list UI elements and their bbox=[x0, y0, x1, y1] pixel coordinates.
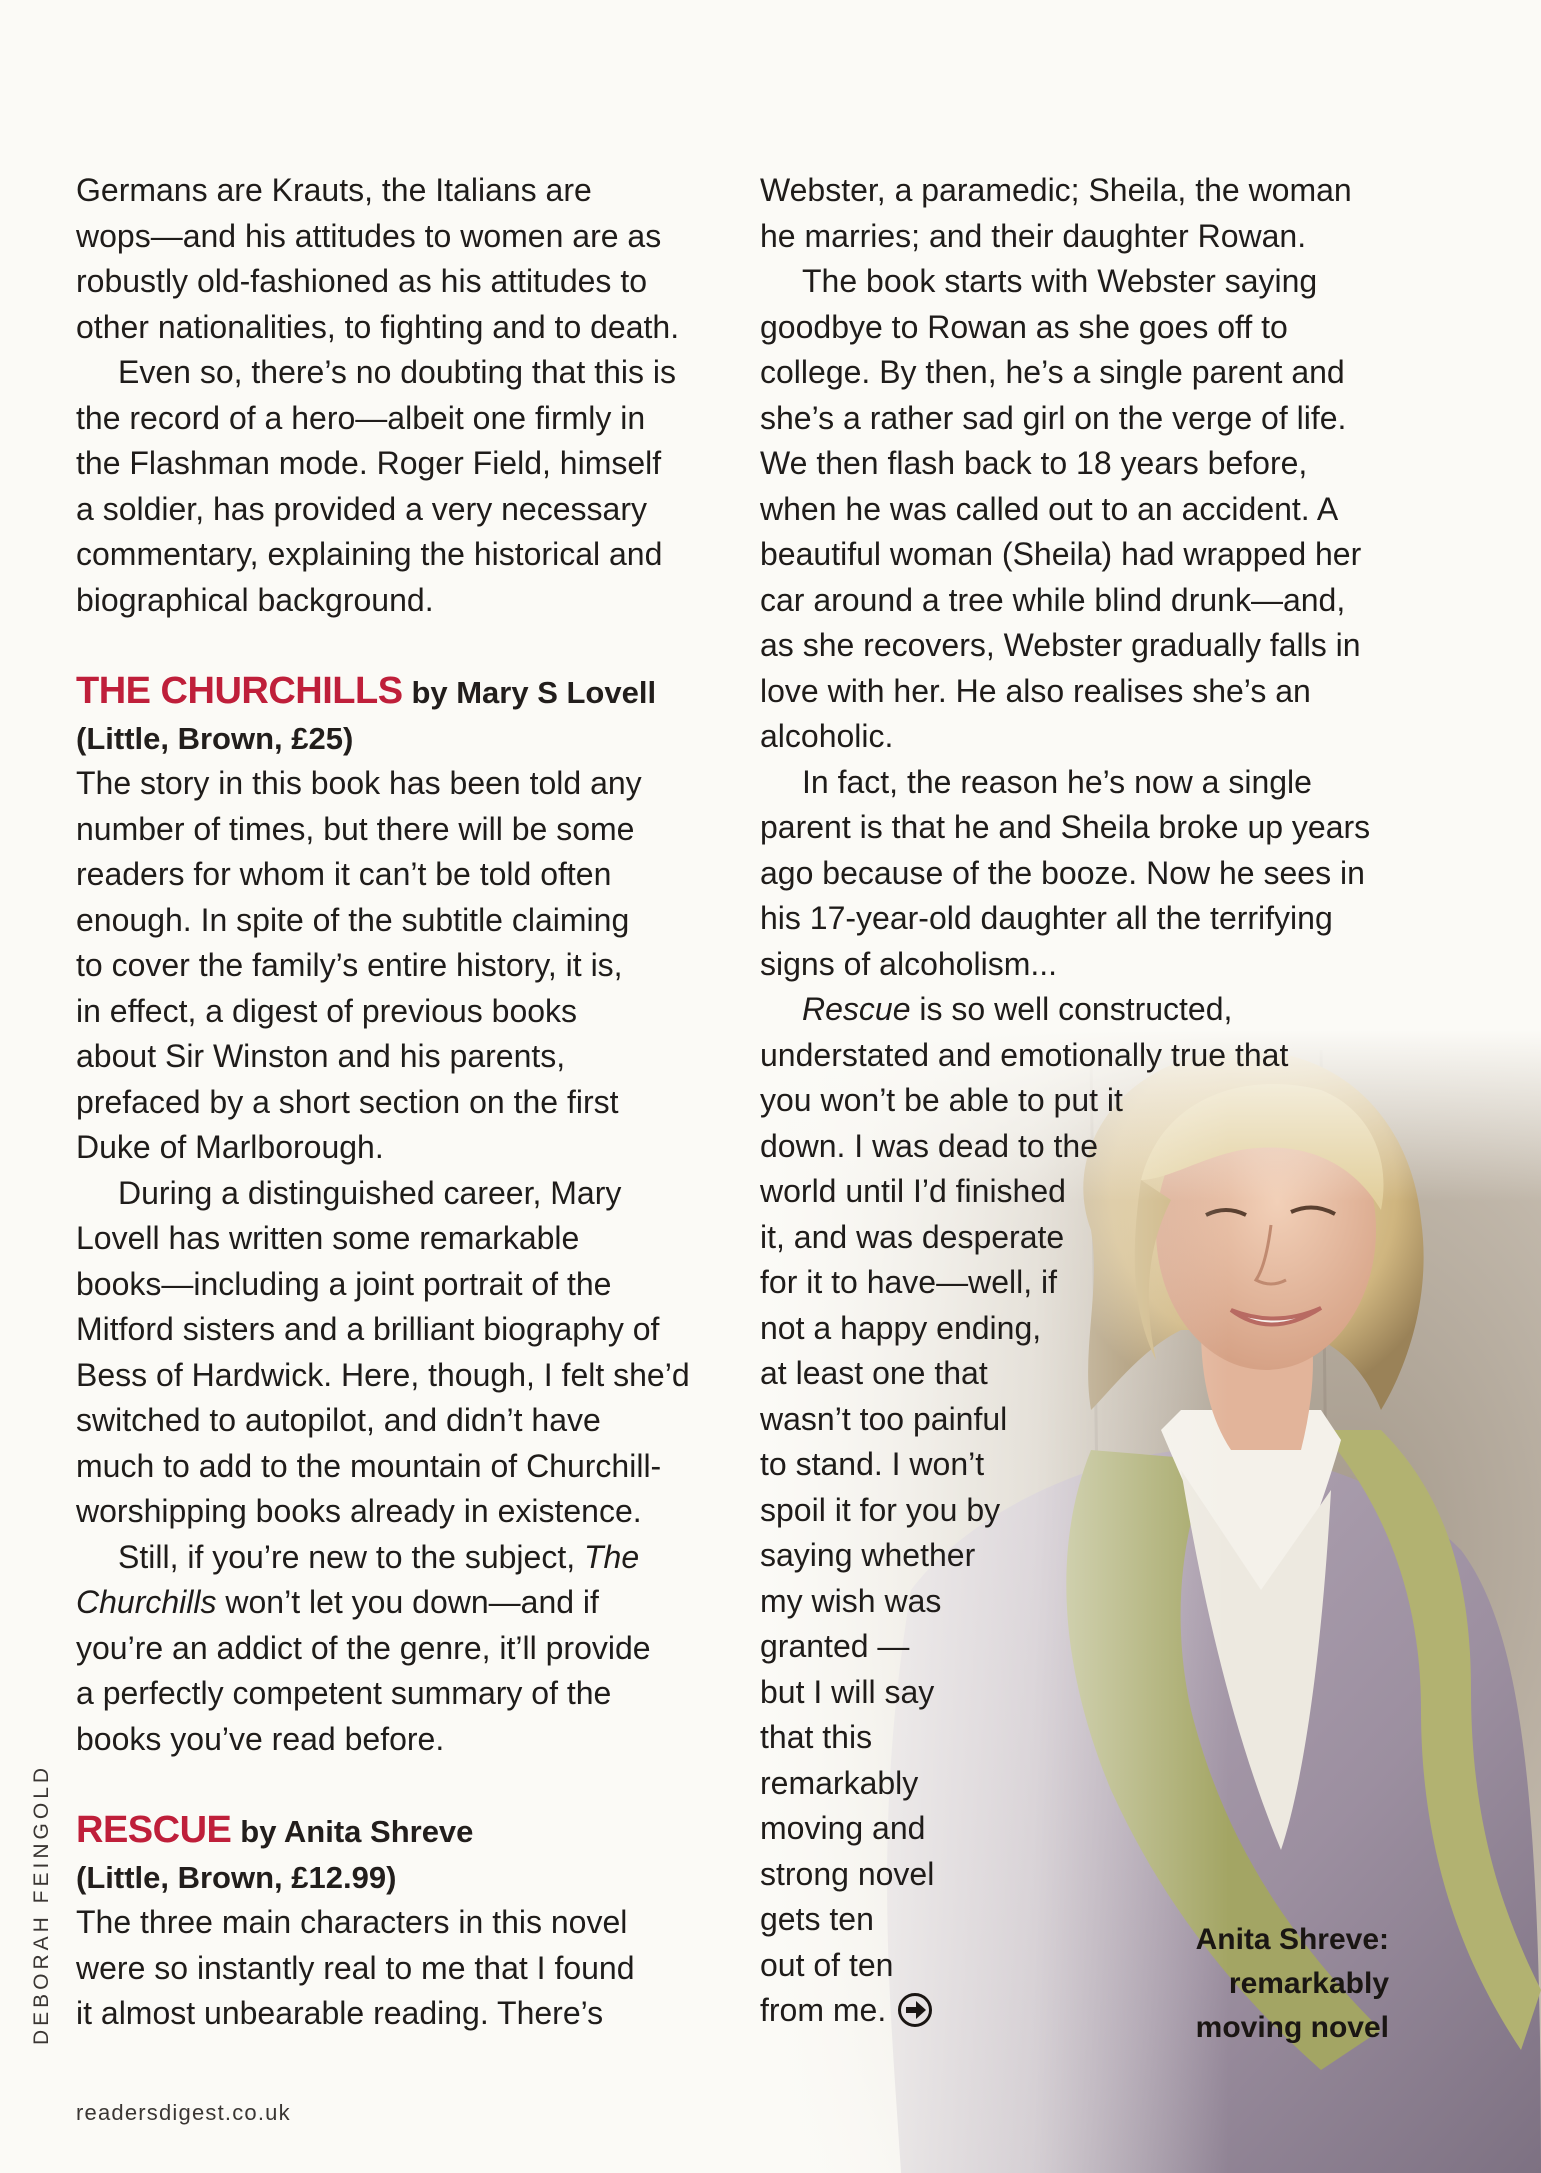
churchills-paragraph-3 bbox=[76, 1535, 716, 1763]
rescue-paragraph-1 bbox=[76, 1900, 716, 2037]
text-line: signs of alcoholism... bbox=[760, 945, 1058, 982]
text-fragment: is so well constructed, bbox=[910, 991, 1233, 1027]
text-line: alcoholic. bbox=[760, 718, 894, 754]
text-line: Duke of Marlborough. bbox=[76, 1129, 384, 1165]
text-line: it, and was desperate bbox=[760, 1218, 1065, 1255]
text-line: when he was called out to an accident. A bbox=[760, 490, 1339, 527]
text-line: In fact, the reason he’s now a single bbox=[802, 763, 1312, 800]
text-line: We then flash back to 18 years before, bbox=[760, 445, 1308, 481]
text-line: not a happy ending, bbox=[760, 1309, 1042, 1346]
text-line: car around a tree while blind drunk—and, bbox=[760, 581, 1346, 618]
caption-line: Anita Shreve: bbox=[1195, 1923, 1389, 1956]
text-line: college. By then, he’s a single parent and bbox=[760, 354, 1345, 390]
left-column bbox=[76, 168, 716, 2037]
right-column bbox=[760, 168, 1410, 2034]
text-line: parent is that he and Sheila broke up years bbox=[760, 809, 1371, 845]
text-line: as she recovers, Webster gradually falls in bbox=[760, 627, 1361, 663]
text-line: in effect, a digest of previous books bbox=[76, 992, 578, 1029]
text-line: Lovell has written some remarkable bbox=[76, 1220, 580, 1256]
text-line: at least one that bbox=[760, 1355, 988, 1391]
rescue-paragraph-4 bbox=[760, 987, 1410, 2034]
text-line: books—including a joint portrait of the bbox=[76, 1265, 612, 1302]
text-line: beautiful woman (Sheila) had wrapped her bbox=[760, 536, 1362, 572]
text-line: prefaced by a short section on the first bbox=[76, 1083, 619, 1120]
text-line: saying whether bbox=[760, 1537, 976, 1573]
text-line: the record of a hero—albeit one firmly in bbox=[76, 399, 646, 436]
italic-title: Rescue bbox=[802, 991, 911, 1027]
rescue-paragraph-3 bbox=[760, 760, 1410, 988]
text-line: switched to autopilot, and didn’t have bbox=[76, 1402, 601, 1438]
text-line: remarkably bbox=[760, 1764, 919, 1801]
italic-title: The bbox=[584, 1538, 640, 1575]
text-line: his 17-year-old daughter all the terrifying bbox=[760, 900, 1333, 936]
text-fragment: won’t let you down—and if bbox=[216, 1584, 599, 1620]
text-line: Mitford sisters and a brilliant biography of bbox=[76, 1311, 660, 1347]
caption-line: remarkably bbox=[1228, 1967, 1389, 2000]
text-line: the Flashman mode. Roger Field, himself bbox=[76, 445, 662, 481]
intro-paragraph-2 bbox=[76, 350, 716, 623]
text-line: down. I was dead to the bbox=[760, 1127, 1098, 1164]
text-line: he marries; and their daughter Rowan. bbox=[760, 217, 1307, 254]
churchills-review-heading bbox=[76, 669, 716, 761]
text-line: wasn’t too painful bbox=[760, 1400, 1008, 1437]
text-line: understated and emotionally true that bbox=[760, 1036, 1289, 1073]
text-line: robustly old-fashioned as his attitudes to bbox=[76, 263, 647, 299]
book-title: THE CHURCHILLS bbox=[76, 670, 403, 712]
text-line: The story in this book has been told any bbox=[76, 765, 642, 801]
text-line: commentary, explaining the historical and bbox=[76, 536, 663, 572]
text-line: The three main characters in this novel bbox=[76, 1904, 628, 1940]
text-line: wops—and his attitudes to women are as bbox=[76, 217, 662, 254]
text-line: The book starts with Webster saying bbox=[802, 263, 1318, 299]
book-publisher: (Little, Brown, £25) bbox=[76, 720, 354, 756]
churchills-paragraph-1 bbox=[76, 761, 716, 1171]
text-line: moving and bbox=[760, 1810, 926, 1846]
text-line bbox=[760, 987, 1410, 1033]
text-line: other nationalities, to fighting and to death. bbox=[76, 308, 680, 345]
text-line: Bess of Hardwick. Here, though, I felt she’d bbox=[76, 1356, 690, 1393]
text-line: you won’t be able to put it bbox=[760, 1082, 1123, 1118]
text-line: goodbye to Rowan as she goes off to bbox=[760, 308, 1288, 345]
text-line: you’re an addict of the genre, it’ll provide bbox=[76, 1629, 651, 1666]
text-line: about Sir Winston and his parents, bbox=[76, 1038, 566, 1074]
book-title: RESCUE bbox=[76, 1809, 232, 1851]
text-line bbox=[76, 1535, 716, 1581]
footer-url: readersdigest.co.uk bbox=[76, 2100, 291, 2125]
text-line: worshipping books already in existence. bbox=[76, 1493, 642, 1529]
text-line: out of ten bbox=[760, 1946, 894, 1983]
text-line: ago because of the booze. Now he sees in bbox=[760, 854, 1365, 891]
text-line bbox=[76, 1580, 716, 1626]
text-line: were so instantly real to me that I found bbox=[76, 1949, 635, 1986]
text-line: readers for whom it can’t be told often bbox=[76, 856, 612, 892]
text-line: a perfectly competent summary of the bbox=[76, 1675, 612, 1711]
text-line: books you’ve read before. bbox=[76, 1720, 445, 1757]
text-line: she’s a rather sad girl on the verge of life. bbox=[760, 399, 1347, 436]
text-line: love with her. He also realises she’s an bbox=[760, 672, 1311, 709]
text-line: that this bbox=[760, 1719, 873, 1755]
text-line: During a distinguished career, Mary bbox=[118, 1174, 622, 1211]
text-line: for it to have—well, if bbox=[760, 1264, 1057, 1300]
text-line: Even so, there’s no doubting that this is bbox=[118, 354, 676, 390]
book-author: by Mary S Lovell bbox=[411, 675, 657, 710]
intro-paragraph bbox=[76, 168, 716, 350]
text-line: biographical background. bbox=[76, 581, 434, 618]
photo-credit: DEBORAH FEINGOLD bbox=[30, 1763, 53, 2045]
text-line: world until I’d finished bbox=[760, 1173, 1066, 1209]
caption-line: moving novel bbox=[1195, 2011, 1389, 2044]
book-publisher: (Little, Brown, £12.99) bbox=[76, 1859, 397, 1895]
text-line: much to add to the mountain of Churchill- bbox=[76, 1447, 662, 1484]
text-line: gets ten bbox=[760, 1901, 874, 1937]
text-line: Germans are Krauts, the Italians are bbox=[76, 172, 592, 208]
text-line: it almost unbearable reading. There’s bbox=[76, 1995, 604, 2031]
text-fragment: from me. bbox=[760, 1992, 887, 2028]
text-line: but I will say bbox=[760, 1673, 935, 1710]
text-line: spoil it for you by bbox=[760, 1491, 1001, 1528]
text-line: Webster, a paramedic; Sheila, the woman bbox=[760, 172, 1352, 208]
text-line: to stand. I won’t bbox=[760, 1446, 985, 1482]
text-line: enough. In spite of the subtitle claiming bbox=[76, 901, 630, 938]
book-author: by Anita Shreve bbox=[240, 1814, 474, 1849]
text-fragment: Still, if you’re new to the subject, bbox=[118, 1538, 584, 1575]
rescue-paragraph-1-continued bbox=[760, 168, 1410, 259]
photo-caption bbox=[1196, 1918, 1389, 2050]
text-line: strong novel bbox=[760, 1855, 935, 1892]
text-line: to cover the family’s entire history, it is, bbox=[76, 947, 623, 983]
continue-arrow-icon bbox=[898, 1993, 932, 2027]
italic-title: Churchills bbox=[76, 1584, 217, 1620]
text-line: a soldier, has provided a very necessary bbox=[76, 490, 647, 527]
text-line: number of times, but there will be some bbox=[76, 810, 635, 847]
text-line: my wish was bbox=[760, 1582, 942, 1619]
rescue-review-heading bbox=[76, 1808, 716, 1900]
text-line: granted — bbox=[760, 1628, 910, 1664]
rescue-paragraph-2 bbox=[760, 259, 1410, 760]
churchills-paragraph-2 bbox=[76, 1171, 716, 1535]
